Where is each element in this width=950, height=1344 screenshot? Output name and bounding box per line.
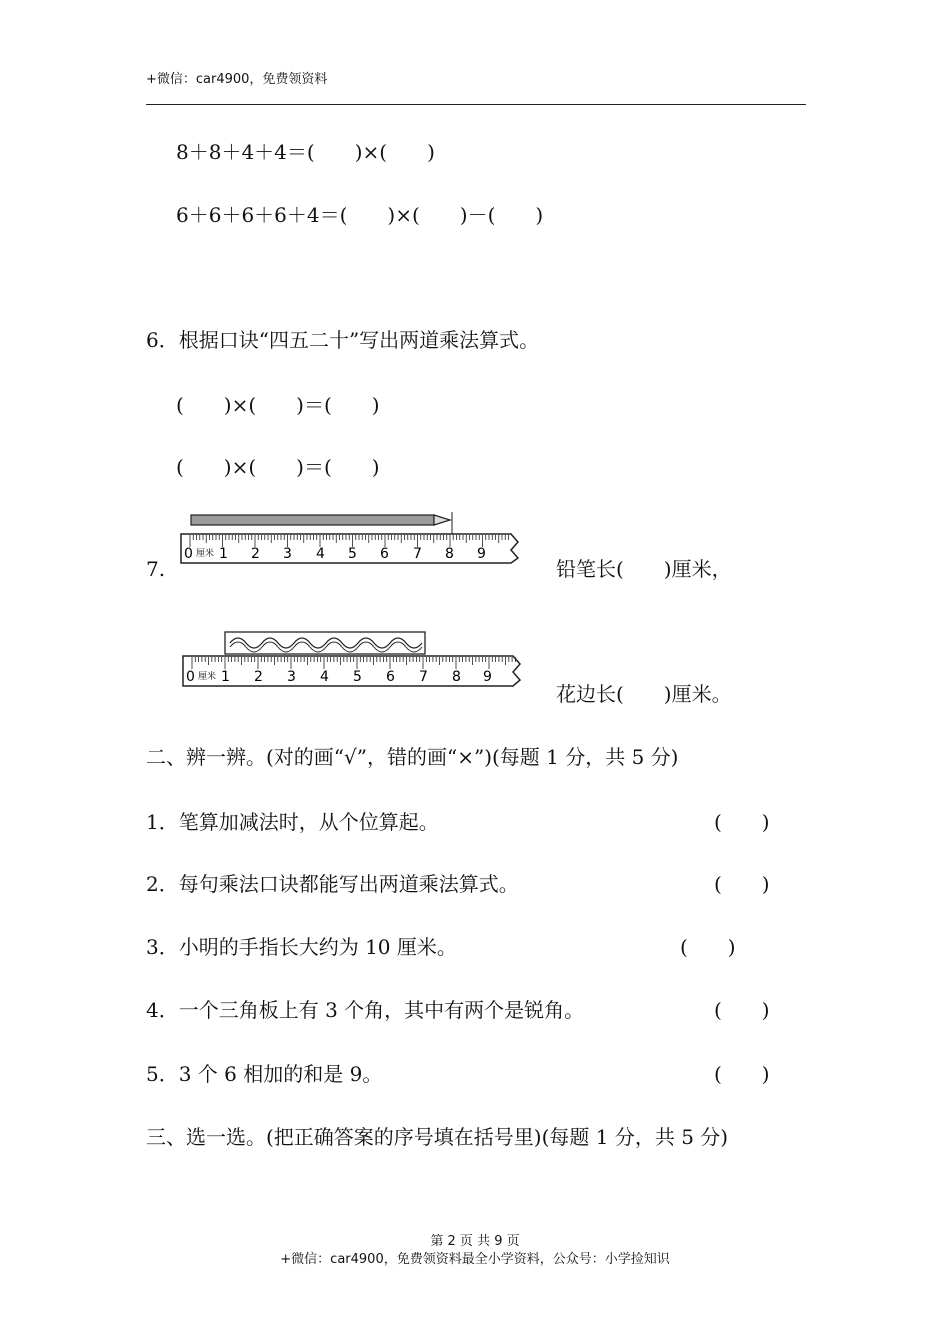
ruler-2-tick-1: 1: [221, 669, 230, 685]
judge-item-2-blank: ( ): [714, 872, 770, 896]
equation-2: 6＋6＋6＋6＋4＝( )×( )－( ): [176, 203, 544, 227]
ruler-2-tick-3: 3: [287, 669, 296, 685]
equation-1: 8＋8＋4＋4＝( )×( ): [176, 140, 435, 164]
ruler-1-tick-3: 3: [283, 546, 292, 562]
ruler-2-tick-0: 0: [186, 669, 195, 685]
footer-note: +微信：car4900，免费领资料最全小学资料，公众号：小学捡知识: [280, 1252, 670, 1267]
judge-item-1-blank: ( ): [714, 810, 770, 834]
question-6-blank-a: ( )×( )＝( ): [176, 393, 380, 417]
judge-item-5: 5．3 个 6 相加的和是 9。: [146, 1062, 383, 1086]
question-7-lace: 花边长( )厘米。: [556, 682, 732, 706]
ruler-1-tick-6: 6: [380, 546, 389, 562]
ruler-2-tick-4: 4: [320, 669, 329, 685]
question-6: 6．根据口诀“四五二十”写出两道乘法算式。: [146, 328, 540, 352]
section-2-title: 二、辨一辨。(对的画“√”，错的画“×”)(每题 1 分，共 5 分): [146, 745, 679, 769]
section-3-title: 三、选一选。(把正确答案的序号填在括号里)(每题 1 分，共 5 分): [146, 1125, 729, 1149]
footer-page-number: 第 2 页 共 9 页: [430, 1234, 520, 1249]
judge-item-1: 1．笔算加减法时，从个位算起。: [146, 810, 439, 834]
question-7-number: 7.: [146, 557, 166, 581]
ruler-2-tick-8: 8: [452, 669, 461, 685]
judge-item-2: 2．每句乘法口诀都能写出两道乘法算式。: [146, 872, 519, 896]
ruler-1-tick-1: 1: [219, 546, 228, 562]
ruler-1-tick-4: 4: [316, 546, 325, 562]
lace-ruler-figure: [180, 628, 526, 690]
judge-item-4-blank: ( ): [714, 998, 770, 1022]
ruler-2-tick-9: 9: [483, 669, 492, 685]
judge-item-3: 3．小明的手指长大约为 10 厘米。: [146, 935, 457, 959]
ruler-1: [181, 534, 518, 563]
pencil-ruler-figure: [176, 510, 522, 568]
lace-icon: [225, 632, 425, 654]
ruler-2-unit: 厘米: [198, 672, 217, 682]
question-7-pencil: 铅笔长( )厘米，: [556, 557, 732, 581]
ruler-1-tick-0: 0: [184, 546, 193, 562]
pencil-icon: [191, 512, 452, 534]
ruler-1-unit: 厘米: [196, 549, 215, 559]
ruler-1-tick-2: 2: [251, 546, 260, 562]
ruler-1-tick-8: 8: [445, 546, 454, 562]
judge-item-4: 4．一个三角板上有 3 个角，其中有两个是锐角。: [146, 998, 585, 1022]
header-text: +微信：car4900，免费领资料: [146, 72, 328, 87]
ruler-2-tick-6: 6: [386, 669, 395, 685]
ruler-1-tick-5: 5: [348, 546, 357, 562]
judge-item-3-blank: ( ): [680, 935, 736, 959]
judge-item-5-blank: ( ): [714, 1062, 770, 1086]
ruler-2: [183, 656, 520, 686]
header-rule: [146, 104, 806, 105]
ruler-2-tick-2: 2: [254, 669, 263, 685]
ruler-1-tick-9: 9: [477, 546, 486, 562]
ruler-1-tick-7: 7: [413, 546, 422, 562]
ruler-2-tick-7: 7: [419, 669, 428, 685]
question-6-blank-b: ( )×( )＝( ): [176, 455, 380, 479]
ruler-2-tick-5: 5: [353, 669, 362, 685]
